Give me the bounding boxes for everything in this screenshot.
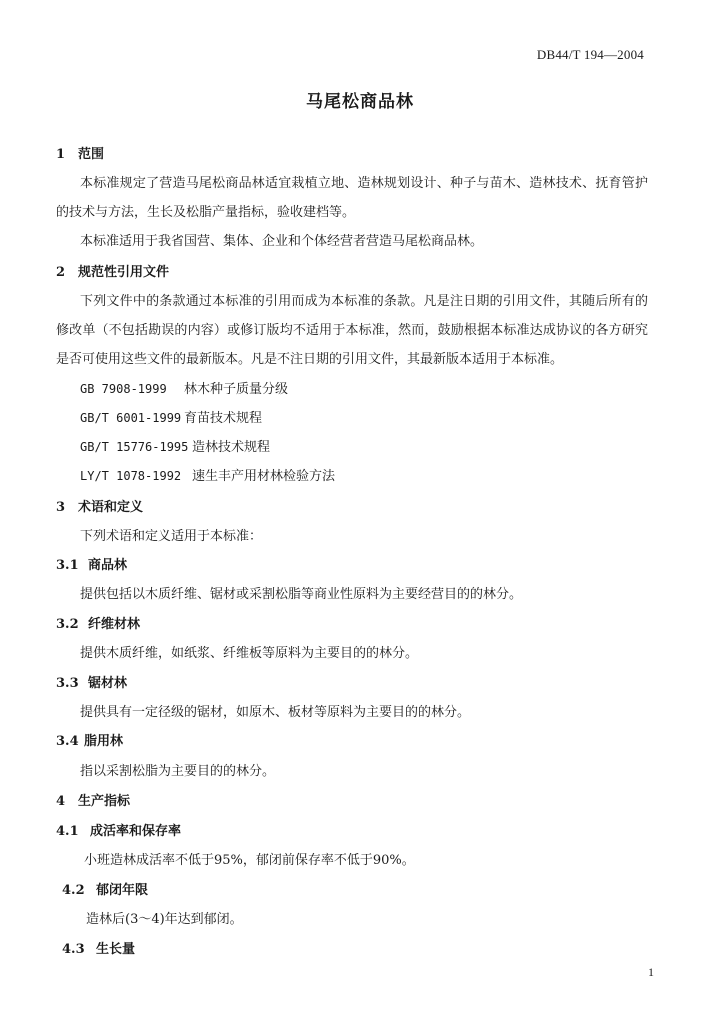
paragraph-line: 小班造林成活率不低于95%，郁闭前保存率不低于90%。 xyxy=(84,853,415,868)
reference-code: GB/T 6001-1999 xyxy=(80,411,182,425)
subsection-number: 4.3 xyxy=(62,942,85,957)
subsection-heading xyxy=(56,730,123,749)
section-number: 2 xyxy=(56,265,66,280)
reference-item xyxy=(80,378,288,397)
reference-code: GB 7908-1999 xyxy=(80,382,167,396)
reference-title: 造林技术规程 xyxy=(192,440,271,455)
page-number: 1 xyxy=(648,965,654,979)
page-title: 马尾松商品林 xyxy=(306,92,414,112)
term-name: 脂用林 xyxy=(84,734,124,749)
subsection-number: 4.1 xyxy=(56,824,79,839)
section-number: 4 xyxy=(56,794,66,809)
subsection-heading xyxy=(56,672,127,691)
paragraph-line: 是否可使用这些文件的最新版本。凡是不注日期的引用文件，其最新版本适用于本标准。 xyxy=(56,352,564,367)
section-title: 范围 xyxy=(78,147,105,162)
document-code: DB44/T 194—2004 xyxy=(536,47,644,62)
section-title: 术语和定义 xyxy=(78,500,144,515)
section-heading xyxy=(56,261,169,280)
paragraph-line: 本标准适用于我省国营、集体、企业和个体经营者营造马尾松商品林。 xyxy=(80,234,484,249)
section-number: 3 xyxy=(56,500,66,515)
term-definition: 提供木质纤维，如纸浆、纤维板等原料为主要目的的林分。 xyxy=(80,646,419,661)
subsection-number: 4.2 xyxy=(62,883,85,898)
subsection-number: 3.4 xyxy=(56,734,79,749)
term-name: 商品林 xyxy=(88,558,128,573)
term-name: 锯材林 xyxy=(88,676,128,691)
section-number: 1 xyxy=(56,147,66,162)
subsection-heading xyxy=(56,554,127,573)
section-heading xyxy=(56,790,130,809)
reference-code: LY/T 1078-1992 xyxy=(80,469,182,483)
term-definition: 指以采割松脂为主要目的的林分。 xyxy=(80,764,276,779)
term-definition: 提供具有一定径级的锯材，如原木、板材等原料为主要目的的林分。 xyxy=(80,705,471,720)
paragraph-line: 修改单（不包括勘误的内容）或修订版均不适用于本标准，然而，鼓励根据本标准达成协议的各方研究 xyxy=(56,323,648,338)
subsection-title: 郁闭年限 xyxy=(96,883,149,898)
subsection-title: 生长量 xyxy=(96,942,136,957)
reference-code: GB/T 15776-1995 xyxy=(80,440,189,454)
subsection-number: 3.2 xyxy=(56,617,79,632)
subsection-heading xyxy=(56,613,140,632)
subsection-number: 3.3 xyxy=(56,676,79,691)
term-definition: 提供包括以木质纤维、锯材或采割松脂等商业性原料为主要经营目的的林分。 xyxy=(80,587,523,602)
paragraph-line: 本标准规定了营造马尾松商品林适宜栽植立地、造林规划设计、种子与苗木、造林技术、抚育管护 xyxy=(80,176,648,191)
subsection-heading xyxy=(56,820,181,839)
paragraph-line: 下列术语和定义适用于本标准： xyxy=(80,529,263,544)
term-name: 纤维材林 xyxy=(88,617,141,632)
paragraph-line: 造林后(3～4)年达到郁闭。 xyxy=(86,912,243,927)
section-heading xyxy=(56,496,143,515)
section-heading xyxy=(56,143,104,162)
section-title: 规范性引用文件 xyxy=(78,265,170,280)
reference-title: 速生丰产用材林检验方法 xyxy=(192,469,336,484)
reference-item xyxy=(80,465,335,484)
reference-title: 育苗技术规程 xyxy=(184,411,263,426)
paragraph-line: 的技术与方法，生长及松脂产量指标，验收建档等。 xyxy=(56,205,356,220)
subsection-heading xyxy=(62,938,135,957)
reference-title: 林木种子质量分级 xyxy=(184,382,289,397)
subsection-heading xyxy=(62,879,148,898)
reference-item xyxy=(80,436,270,455)
subsection-title: 成活率和保存率 xyxy=(90,824,182,839)
subsection-number: 3.1 xyxy=(56,558,79,573)
paragraph-line: 下列文件中的条款通过本标准的引用而成为本标准的条款。凡是注日期的引用文件，其随后所有的 xyxy=(80,294,648,309)
section-title: 生产指标 xyxy=(78,794,131,809)
reference-item xyxy=(80,407,262,426)
